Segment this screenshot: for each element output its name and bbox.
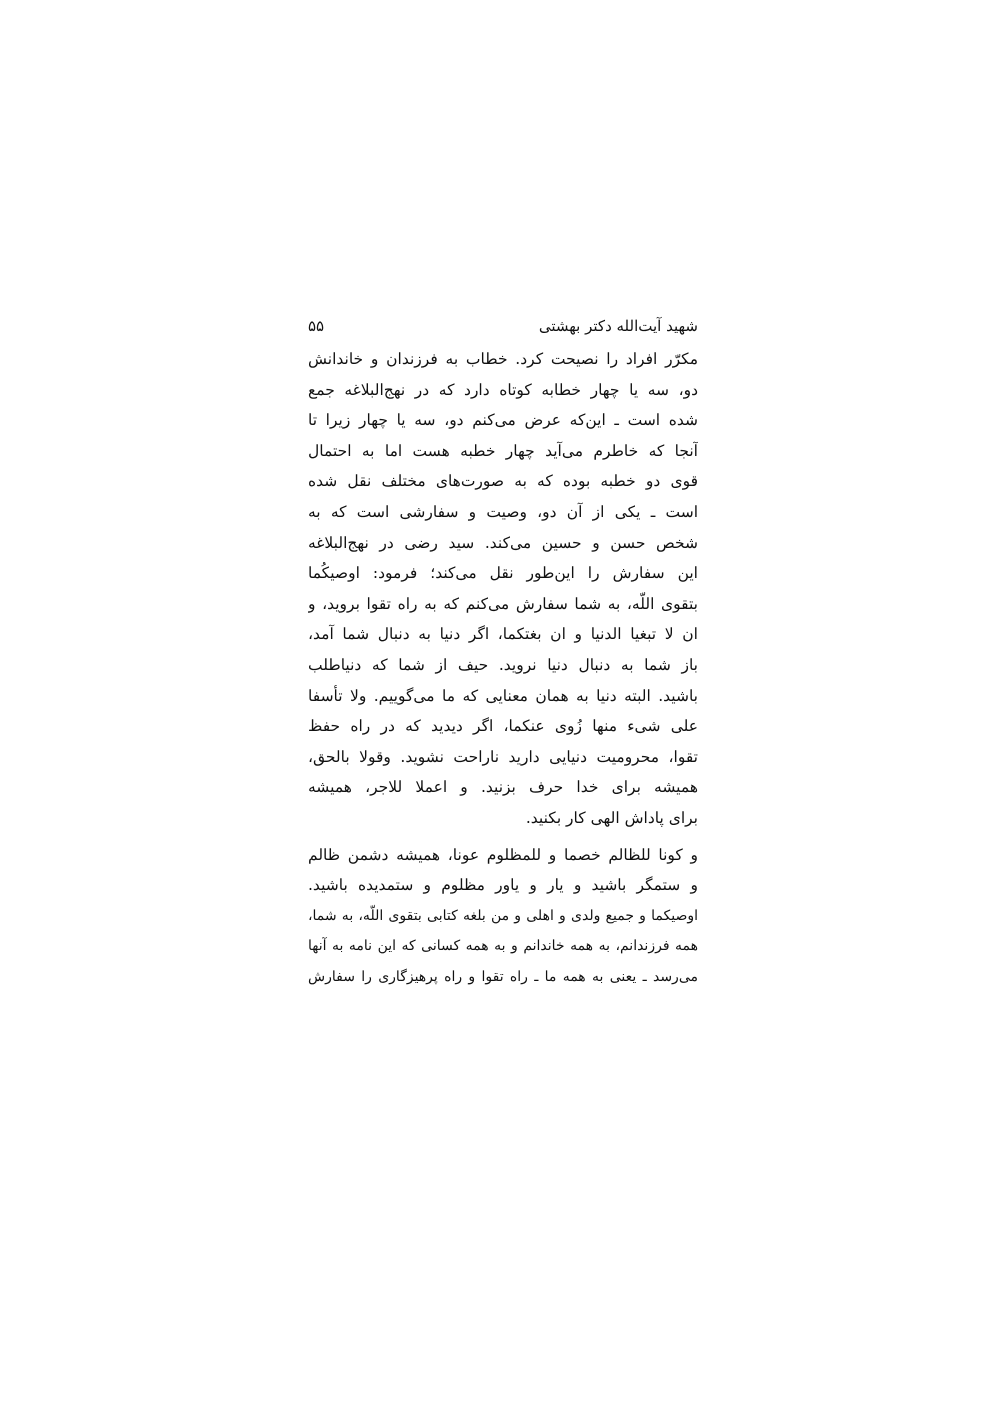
text-line: بتقوی اللّه، به شما سفارش می‌کنم که به راه تقوا بروید، و — [308, 594, 698, 613]
paragraph-2 — [308, 840, 698, 993]
running-title: شهید آیت‌الله دکتر بهشتی — [538, 317, 698, 335]
text-line: قوی دو خطبه بوده که به صورت‌های مختلف نقل شده — [308, 472, 698, 491]
text-line: آنجا که خاطرم می‌آید چهار خطبه هست اما به احتمال — [308, 441, 698, 460]
text-line: مکرّر افراد را نصیحت کرد. خطاب به فرزندان و خاندانش — [308, 350, 698, 368]
text-line: شخص حسن و حسین می‌کند. سید رضی در نهج‌البلاغه — [308, 533, 698, 552]
text-line: دو، سه یا چهار خطابه کوتاه دارد که در نهج‌البلاغه جمع — [308, 380, 698, 399]
text-line: باز شما به دنبال دنیا نروید. حیف از شما که دنیاطلب — [308, 655, 698, 674]
text-line: باشید. البته دنیا به همان معنایی که ما می‌گوییم. ولا تأسفا — [308, 686, 698, 705]
body-text — [308, 344, 698, 992]
text-line: و کونا للظالم خصما و للمظلوم عونا، همیشه دشمن ظالم — [308, 845, 698, 864]
text-line: شده است ـ این‌که عرض می‌کنم دو، سه یا چهار زیرا تا — [308, 411, 698, 430]
page-number: ۵۵ — [308, 317, 325, 335]
text-line: علی شیء منها زُوی عنکما، اگر دیدید که در راه حفظ — [308, 717, 698, 736]
text-line: است ـ یکی از آن دو، وصیت و سفارشی است که به — [308, 502, 698, 521]
text-line: اوصیکما و جمیع ولدی و اهلی و من بلغه کتابی بتقوی اللّه، به شما، — [308, 907, 698, 924]
text-line: و ستمگر باشید و یار و یاور مظلوم و ستمدیده باشید. — [308, 876, 698, 895]
text-line: تقوا، محرومیت دنیایی دارید ناراحت نشوید. وقولا بالحق، — [308, 747, 698, 766]
page-header — [308, 312, 698, 340]
text-line: این سفارش را این‌طور نقل می‌کند؛ فرمود: اوصیکُما — [308, 564, 698, 583]
text-line: همه فرزندانم، به همه خاندانم و به همه کسانی که این نامه به آنها — [308, 938, 698, 955]
paragraph-1 — [308, 344, 698, 834]
text-line: برای پاداش الهی کار بکنید. — [525, 808, 698, 827]
text-line: می‌رسد ـ یعنی به همه ما ـ راه تقوا و راه پرهیزگاری را سفارش — [308, 968, 698, 985]
text-line: ان لا تبغیا الدنیا و ان بغتکما، اگر دنیا به دنبال شما آمد، — [308, 625, 698, 644]
text-line: همیشه برای خدا حرف بزنید. و اعملا للاجر، همیشه — [308, 778, 698, 797]
